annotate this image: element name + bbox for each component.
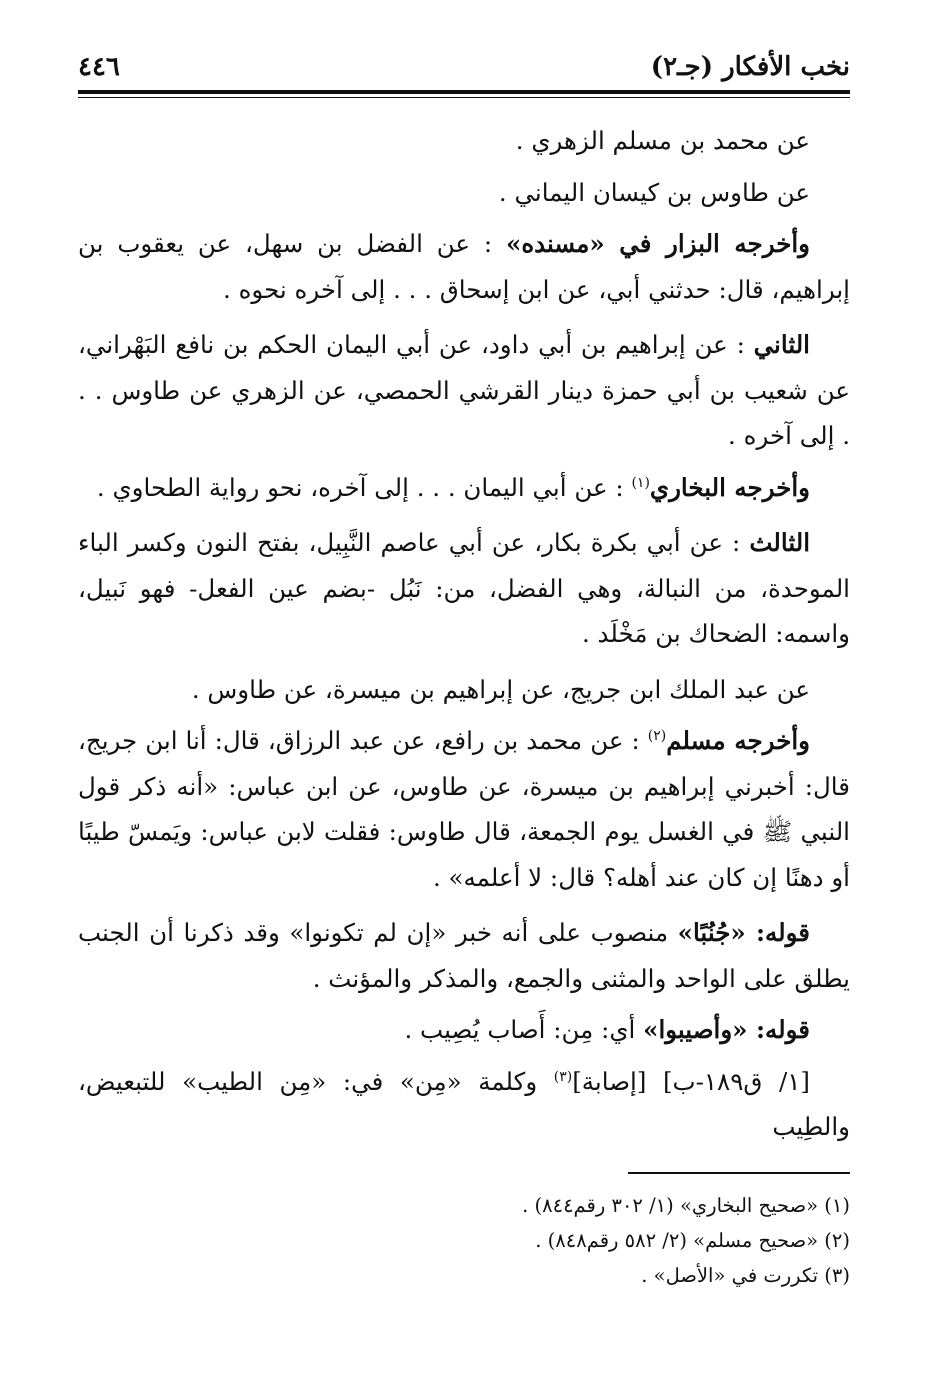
footnote-item: (١) «صحيح البخاري» (١/ ٣٠٢ رقم٨٤٤) . [522, 1194, 850, 1217]
header-rule-thin [78, 97, 850, 98]
paragraph-label: الثالث [749, 528, 811, 557]
paragraph-text: عن محمد بن مسلم الزهري . [515, 126, 810, 155]
footnote-marker[interactable]: (١) [631, 474, 650, 491]
paragraph-text: : عن الفضل بن سهل، عن يعقوب بن إبراهيم، قال: حدثني أبي، عن ابن إسحاق . . . إلى آخره نحوه . [78, 229, 850, 304]
paragraph [78, 221, 850, 312]
footnote-marker[interactable]: (٢) [647, 727, 667, 744]
paragraph [78, 465, 850, 511]
footnotes [78, 1188, 850, 1293]
paragraph-label: وأخرجه البخاري [649, 472, 810, 502]
paragraph-label: الثاني [753, 330, 810, 359]
main-text [78, 118, 850, 1156]
paragraph-label: وأخرجه البزار في «مسنده» [506, 229, 811, 258]
footnote-separator [628, 1172, 850, 1174]
page-number: ٤٤٦ [78, 52, 120, 82]
manuscript-ref: [١/ ق١٨٩-ب] [إصابة] [572, 1066, 810, 1096]
paragraph-label: قوله: «جُنُبًا» [677, 918, 810, 947]
footnote-item: (٢) «صحيح مسلم» (٢/ ٥٨٢ رقم٨٤٨) . [535, 1229, 850, 1252]
paragraph [78, 1007, 850, 1053]
running-title: نخب الأفكار (جـ٢) [650, 52, 850, 82]
header-rule-thick [78, 90, 850, 94]
paragraph-text: : عن إبراهيم بن أبي داود، عن أبي اليمان الحكم بن نافع البَهْراني، عن شعيب بن أبي حمزة دينار القرشي الحمصي، عن الزهري عن طاوس . . . إلى آخره . [78, 330, 850, 450]
paragraph-label: وأخرجه مسلم [666, 726, 810, 755]
paragraph-text: وكلمة «مِن» في: «مِن الطيب» للتبعيض، والطِيب [78, 1066, 850, 1141]
paragraph-text: : عن أبي اليمان . . . إلى آخره، نحو رواية الطحاوي . [96, 472, 624, 502]
paragraph-text: عن عبد الملك ابن جريج، عن إبراهيم بن ميسرة، عن طاوس . [191, 674, 810, 704]
paragraph-label: قوله: «وأصيبوا» [643, 1015, 810, 1044]
footnote-marker[interactable]: (٣) [553, 1068, 573, 1085]
paragraph [78, 1059, 850, 1150]
paragraph [78, 718, 850, 900]
paragraph [78, 667, 850, 713]
paragraph-text: عن طاوس بن كيسان اليماني . [498, 177, 810, 207]
running-header [78, 44, 850, 90]
paragraph-text: : عن أبي بكرة بكار، عن أبي عاصم النَّبِيل، بفتح النون وكسر الباء الموحدة، من النبالة، وهي الفضل، من: نَبُل -بضم عين الفعل- فهو نَبيل، واسمه: الضحاك بن مَخْلَد . [78, 528, 850, 648]
paragraph [78, 520, 850, 657]
paragraph [78, 910, 850, 1001]
paragraph [78, 170, 850, 216]
paragraph [78, 118, 850, 164]
paragraph-text: منصوب على أنه خبر «إن لم تكونوا» وقد ذكرنا أن الجنب يطلق على الواحد والمثنى والجمع، والمذكر والمؤنث . [78, 918, 850, 993]
paragraph [78, 322, 850, 459]
footnote-item: (٣) تكررت في «الأصل» . [641, 1264, 850, 1287]
paragraph-text: : عن محمد بن رافع، عن عبد الرزاق، قال: أنا ابن جريج، قال: أخبرني إبراهيم بن ميسرة، عن طاوس، عن ابن عباس: «أنه ذكر قول النبي ﷺ في الغسل يوم الجمعة، قال طاوس: فقلت لابن عباس: ويَمسّ طيبًا أو دهنًا إن كان عند أهله؟ قال: لا أعلمه» . [78, 726, 850, 892]
paragraph-text: أي: مِن: أَصاب يُصِيب . [404, 1015, 636, 1044]
